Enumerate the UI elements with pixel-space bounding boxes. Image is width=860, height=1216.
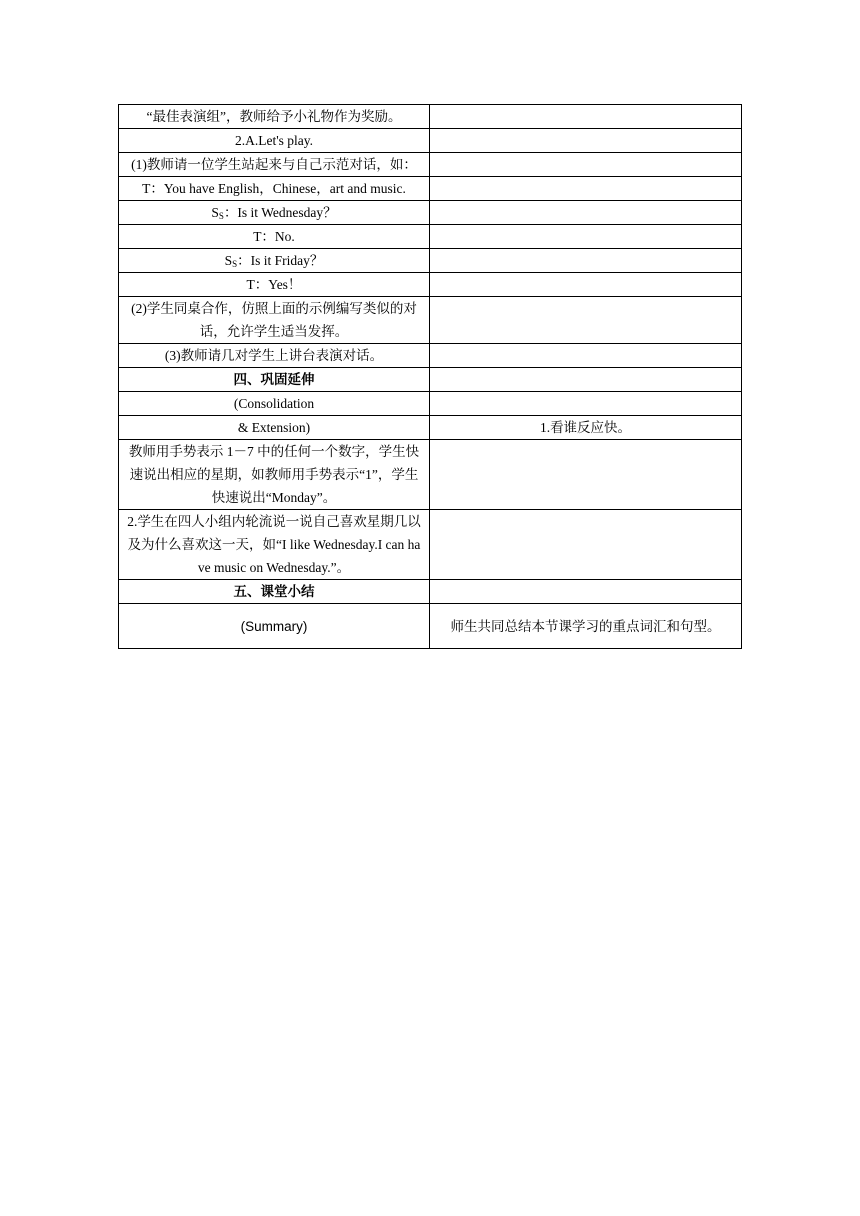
- table-row: [119, 225, 742, 249]
- speaker-label: S: [211, 205, 219, 220]
- table-row: [119, 368, 742, 392]
- table-row: [119, 344, 742, 368]
- table-cell: [119, 201, 430, 225]
- table-cell: [430, 153, 742, 177]
- dialogue-text: ：Is it Friday？: [237, 253, 324, 268]
- table-cell: (2)学生同桌合作，仿照上面的示例编写类似的对话，允许学生适当发挥。: [119, 297, 430, 344]
- table-row: [119, 604, 742, 649]
- section-heading: 五、课堂小结: [119, 580, 430, 604]
- table-cell: “最佳表演组”，教师给予小礼物作为奖励。: [119, 105, 430, 129]
- table-cell: 教师用手势表示 1－7 中的任何一个数字，学生快速说出相应的星期，如教师用手势表示“1”，学生快速说出“Monday”。: [119, 440, 430, 510]
- table-row: [119, 510, 742, 580]
- table-cell: [430, 368, 742, 392]
- speaker-subscript: S: [232, 259, 238, 269]
- table-cell: [430, 392, 742, 416]
- table-cell: (Summary): [119, 604, 430, 649]
- table-row: [119, 440, 742, 510]
- speaker-label: S: [224, 253, 233, 268]
- table-cell: [430, 225, 742, 249]
- table-row: [119, 153, 742, 177]
- table-row: [119, 580, 742, 604]
- table-cell: (3)教师请几对学生上讲台表演对话。: [119, 344, 430, 368]
- table-row: [119, 297, 742, 344]
- table-row: [119, 201, 742, 225]
- table-cell: [430, 440, 742, 510]
- table-row: [119, 129, 742, 153]
- table-cell: T：You have English，Chinese，art and music.: [119, 177, 430, 201]
- table-cell: [430, 510, 742, 580]
- table-cell: [430, 129, 742, 153]
- table-cell: [430, 580, 742, 604]
- table-row: [119, 392, 742, 416]
- table-cell: (1)教师请一位学生站起来与自己示范对话，如：: [119, 153, 430, 177]
- table-cell: [430, 249, 742, 273]
- section-heading: 四、巩固延伸: [119, 368, 430, 392]
- table-cell: [430, 273, 742, 297]
- dialogue-text: ：Is it Wednesday？: [223, 205, 337, 220]
- speaker-subscript: S: [218, 211, 224, 221]
- table-cell: 2.学生在四人小组内轮流说一说自己喜欢星期几以及为什么喜欢这一天，如“I like Wednesday.I can have music on Wednesday.”。: [119, 510, 430, 580]
- table-row: [119, 249, 742, 273]
- table-cell: 2.A.Let's play.: [119, 129, 430, 153]
- table-row: [119, 105, 742, 129]
- table-row: [119, 416, 742, 440]
- table-cell: [430, 105, 742, 129]
- table-cell: [119, 249, 430, 273]
- table-cell: [430, 201, 742, 225]
- table-cell: [430, 297, 742, 344]
- table-cell: 1.看谁反应快。: [430, 416, 742, 440]
- table-cell: [430, 344, 742, 368]
- lesson-plan-table: [118, 104, 742, 649]
- table-cell: (Consolidation: [119, 392, 430, 416]
- table-row: [119, 177, 742, 201]
- table-cell: & Extension): [119, 416, 430, 440]
- table-cell: 师生共同总结本节课学习的重点词汇和句型。: [430, 604, 742, 649]
- table-cell: T：Yes！: [119, 273, 430, 297]
- table-cell: [430, 177, 742, 201]
- table-row: [119, 273, 742, 297]
- table-cell: T：No.: [119, 225, 430, 249]
